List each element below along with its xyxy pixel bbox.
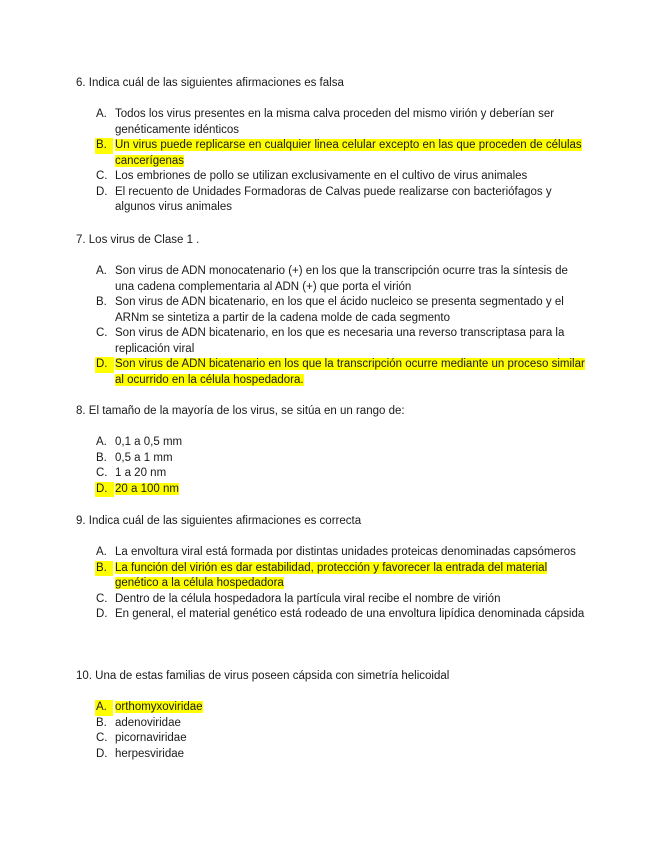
- option-text: Dentro de la célula hospedadora la partícula viral recibe el nombre de virión: [115, 592, 501, 605]
- question-title: 9. Indica cuál de las siguientes afirmaciones es correcta: [76, 515, 362, 527]
- option-list: [76, 700, 586, 762]
- option-text: Todos los virus presentes en la misma calva proceden del mismo virión y deberían ser genéticamente idénticos: [115, 108, 555, 136]
- option-letter: B.: [95, 561, 113, 577]
- option-letter: A.: [95, 700, 113, 716]
- option-letter: D.: [96, 608, 108, 620]
- option-letter: A.: [96, 546, 107, 558]
- option-b: [76, 138, 586, 169]
- option-c: [76, 169, 586, 185]
- option-d: [76, 482, 586, 498]
- option-text: El recuento de Unidades Formadoras de Calvas puede realizarse con bacteriófagos y algunos virus animales: [115, 185, 552, 213]
- highlighted-answer-text: Un virus puede replicarse en cualquier linea celular excepto en las que proceden de células cancerígenas: [115, 139, 582, 167]
- option-list: [76, 107, 586, 216]
- option-a: [76, 545, 586, 561]
- option-a: [76, 264, 586, 295]
- option-text: picornaviridae: [115, 732, 187, 744]
- question-6: [76, 76, 586, 216]
- option-text: Son virus de ADN monocatenario (+) en los que la transcripción ocurre tras la síntesis de una cadena complementaria al ADN (+) que porta el virión: [115, 265, 568, 293]
- option-letter: D.: [96, 185, 108, 198]
- option-d: [76, 607, 586, 623]
- option-text: adenoviridae: [115, 716, 181, 729]
- question-title: 10. Una de estas familias de virus poseen cápsida con simetría helicoidal: [76, 670, 450, 682]
- option-text: En general, el material genético está rodeado de una envoltura lipídica denominada cápsida: [115, 608, 585, 620]
- option-d: [76, 357, 586, 388]
- question-9: [76, 514, 586, 623]
- question-title: 6. Indica cuál de las siguientes afirmaciones es falsa: [76, 77, 344, 89]
- option-letter: C.: [96, 732, 108, 744]
- highlighted-answer-text: Son virus de ADN bicatenario en los que la transcripción ocurre mediante un proceso similar al ocurrido en la célula hospedadora.: [115, 358, 585, 386]
- option-letter: B.: [96, 451, 107, 464]
- option-b: [76, 295, 586, 326]
- option-text: La envoltura viral está formada por distintas unidades proteicas denominadas capsómeros: [115, 546, 576, 558]
- option-d: [76, 185, 586, 216]
- option-list: [76, 264, 586, 388]
- option-letter: D.: [95, 482, 114, 498]
- option-letter: C.: [96, 467, 108, 479]
- option-c: [76, 466, 586, 482]
- option-letter: A.: [96, 265, 107, 277]
- option-b: [76, 716, 586, 732]
- question-7: [76, 233, 586, 388]
- option-a: [76, 700, 586, 716]
- option-c: [76, 731, 586, 747]
- option-letter: B.: [95, 138, 113, 154]
- option-b: [76, 561, 586, 592]
- question-title: 8. El tamaño de la mayoría de los virus, se sitúa en un rango de:: [76, 405, 405, 417]
- option-c: [76, 326, 586, 357]
- option-text: Los embriones de pollo se utilizan exclusivamente en el cultivo de virus animales: [115, 170, 528, 182]
- option-a: [76, 107, 586, 138]
- option-text: 0,1 a 0,5 mm: [115, 436, 183, 448]
- highlighted-answer-text: 20 a 100 nm: [115, 482, 179, 495]
- option-text: 0,5 a 1 mm: [115, 451, 173, 464]
- option-text: Son virus de ADN bicatenario, en los que es necesaria una reverso transcriptasa para la replicación viral: [115, 327, 565, 355]
- option-a: [76, 435, 586, 451]
- question-title: 7. Los virus de Clase 1 .: [76, 234, 200, 246]
- option-b: [76, 451, 586, 467]
- option-d: [76, 747, 586, 763]
- option-letter: C.: [96, 327, 108, 339]
- option-text: Son virus de ADN bicatenario, en los que el ácido nucleico se presenta segmentado y el ARNm se sintetiza a partir de la cadena molde de cada segmento: [115, 296, 564, 324]
- question-10: [76, 669, 586, 762]
- option-text: 1 a 20 nm: [115, 467, 167, 479]
- highlighted-answer-text: orthomyxoviridae: [115, 701, 203, 713]
- option-letter: A.: [96, 108, 107, 120]
- option-letter: B.: [96, 296, 107, 308]
- option-letter: D.: [95, 357, 114, 373]
- option-list: [76, 435, 586, 497]
- highlighted-answer-text: La función del virión es dar estabilidad, protección y favorecer la entrada del material genético a la célula hospedadora: [115, 561, 548, 589]
- option-letter: B.: [96, 716, 107, 729]
- option-letter: D.: [96, 747, 108, 760]
- option-list: [76, 545, 586, 623]
- option-c: [76, 592, 586, 608]
- option-letter: C.: [96, 170, 108, 182]
- question-8: [76, 404, 586, 497]
- option-letter: A.: [96, 436, 107, 448]
- option-text: herpesviridae: [115, 747, 185, 760]
- option-letter: C.: [96, 592, 108, 605]
